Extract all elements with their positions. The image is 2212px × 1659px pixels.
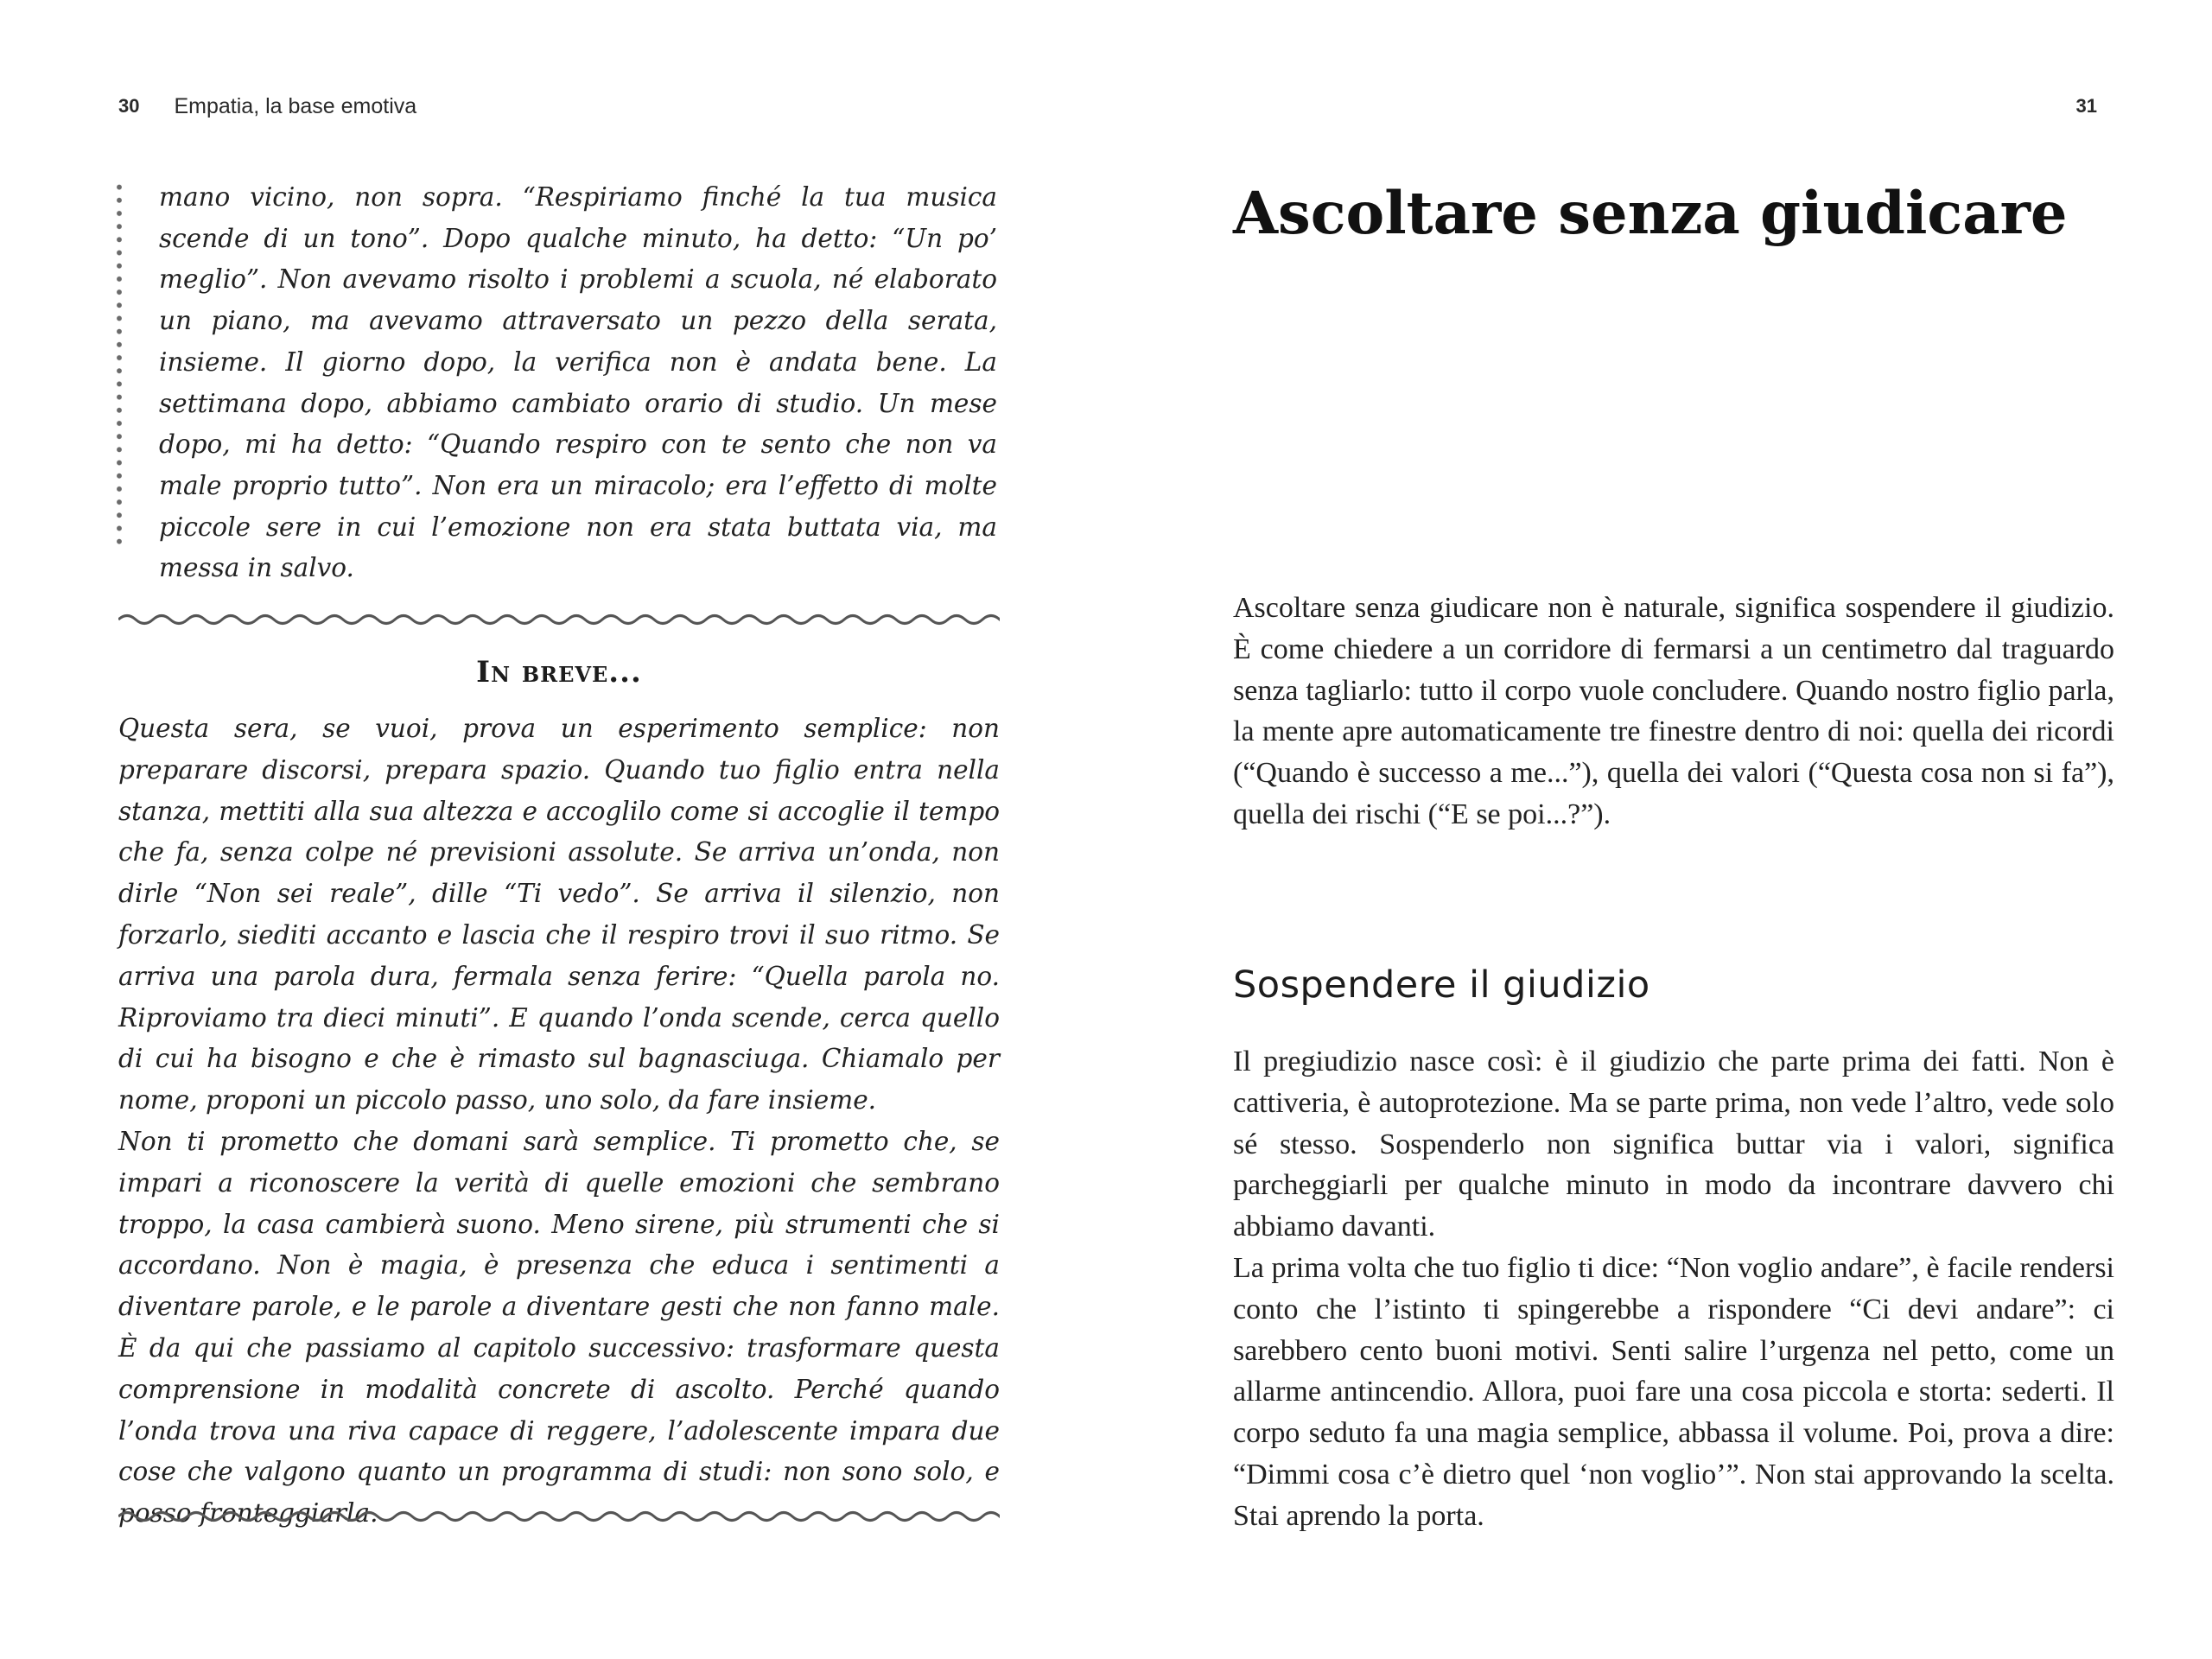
running-head-left — [118, 89, 416, 124]
dotted-margin-rule — [116, 181, 123, 549]
summary-title: In breve... — [476, 655, 642, 690]
running-head-right — [2076, 89, 2097, 124]
section-title: Ascoltare senza giudicare — [1233, 179, 2068, 247]
subsection-title: Sospendere il giudizio — [1233, 963, 1650, 1007]
subsection-body — [1233, 1041, 2114, 1537]
summary-paragraph: Non ti prometto che domani sarà semplice. Ti prometto che, se impari a riconoscere la verità di quelle emozioni che sembrano troppo, la casa cambierà suono. Meno sirene, più strumenti che si accordano. Non è magia, è presenza che educa i sentimenti a diventare parole, e le parole a diventare gesti che non fanno male. È da qui che passiamo al capitolo successivo: trasformare questa comprensione in modalità concrete di ascolto. Perché quando l’onda trova una riva capace di reggere, l’adolescente impara due cose che valgono quanto un programma di studi: non sono solo, e posso fronteggiarla. — [118, 1126, 1000, 1529]
wavy-divider-bottom — [118, 1507, 1000, 1526]
body-paragraph: La prima volta che tuo figlio ti dice: “Non voglio andare”, è facile rendersi conto che l’istinto ti spingerebbe a rispondere “Ci devi andare”: ci sarebbero cento buoni motivi. Senti salire l’urgenza nel petto, come un allarme antincendio. Allora, puoi fare una cosa piccola e storta: sederti. Il corpo seduto fa una magia semplice, abbassa il volume. Poi, prova a dire: “Dimmi cosa c’è dietro quel ‘non voglio’”. Non stai approvando la scelta. Stai aprendo la porta. — [1233, 1251, 2114, 1532]
running-head-title: Empatia, la base emotiva — [174, 93, 417, 118]
intro-paragraph: Ascoltare senza giudicare non è naturale, significa sospendere il giudizio. È come chiedere a un corridore di fermarsi a un centimetro dal traguardo senza tagliarlo: tutto il corpo vuole concludere. Quando nostro figlio parla, la mente apre automaticamente tre finestre dentro di noi: quella dei ricordi (“Quando è successo a me...”), quella dei valori (“Questa cosa non si fa”), quella dei rischi (“E se poi...?”). — [1233, 592, 2114, 830]
body-paragraph: Il pregiudizio nasce così: è il giudizio che parte prima dei fatti. Non è cattiveria, è autoprotezione. Ma se parte prima, non vede l’altro, vede solo sé stesso. Sospenderlo non significa buttar via i valori, significa parcheggiarli per qualche minuto in modo da incontrare davvero chi abbiamo davanti. — [1233, 1046, 2114, 1243]
page-number: 31 — [2075, 95, 2097, 117]
wavy-divider-top — [118, 610, 1000, 629]
summary-body — [118, 709, 1000, 1535]
boxed-story-text: mano vicino, non sopra. “Respiriamo finché la tua musica scende di un tono”. Dopo qualche minuto, ha detto: “Un po’ meglio”. Non avevamo risolto i problemi a scuola, né elaborato un piano, ma avevamo attraversato un pezzo della serata, insieme. Il giorno dopo, la verifica non è andata bene. La settimana dopo, abbiamo cambiato orario di studio. Un mese dopo, mi ha detto: “Quando respiro con te sento che non va male proprio tutto”. Non era un miracolo; era l’effetto di molte piccole sere in cui l’emozione non era stata buttata via, ma messa in salvo. — [159, 182, 997, 583]
summary-paragraph: Questa sera, se vuoi, prova un esperimento semplice: non preparare discorsi, prepara spazio. Quando tuo figlio entra nella stanza, mettiti alla sua altezza e accoglilo come si accoglie il tempo che fa, senza colpe né previsioni assolute. Se arriva un’onda, non dirle “Non sei reale”, dille “Ti vedo”. Se arriva il silenzio, non forzarlo, siediti accanto e lascia che il respiro trovi il suo ritmo. Se arriva una parola dura, fermala senza ferire: “Quella parola no. Riproviamo tra dieci minuti”. E quando l’onda scende, cerca quello di cui ha bisogno e che è rimasto sul bagnasciuga. Chiamalo per nome, proponi un piccolo passo, uno solo, da fare insieme. — [118, 714, 1000, 1116]
page-number: 30 — [118, 95, 140, 117]
